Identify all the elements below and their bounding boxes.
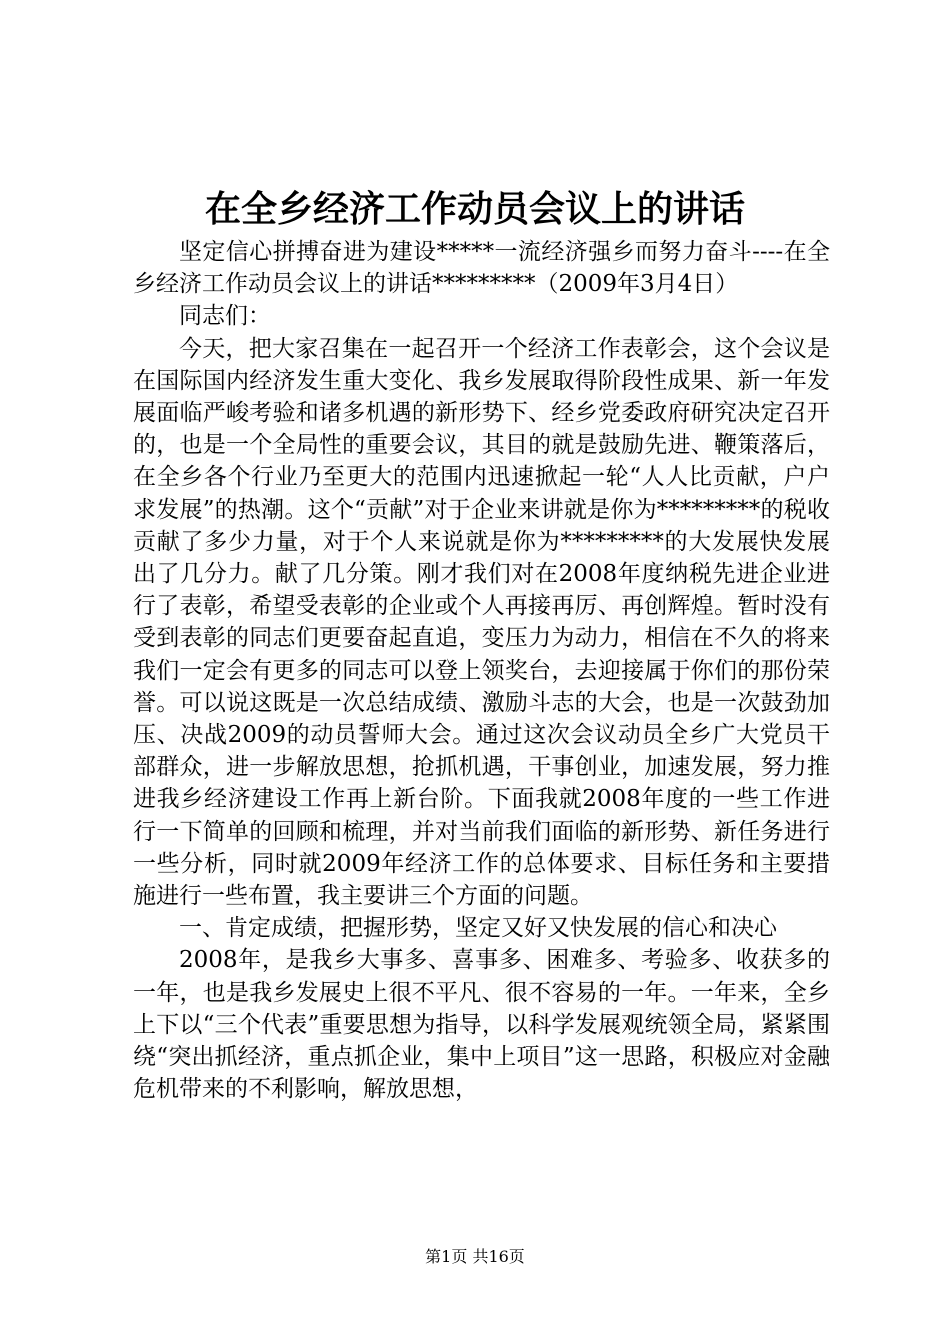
page-number-footer: 第1页 共16页 [425,1247,525,1266]
document-title: 在全乡经济工作动员会议上的讲话 [204,188,745,230]
subtitle-paragraph: 坚定信心拼搏奋进为建设*****一流经济强乡而努力奋斗----在全乡经济工作动员会议上的讲话*********（2009年3月4日） [133,239,830,298]
salutation-paragraph: 同志们： [179,303,271,330]
body-paragraph: 今天，把大家召集在一起召开一个经济工作表彰会，这个会议是在国际国内经济发生重大变化、我乡发展取得阶段性成果、新一年发展面临严峻考验和诸多机遇的新形势下、经乡党委政府研究决定召开的，也是一个全局性的重要会议，其目的就是鼓励先进、鞭策落后，在全乡各个行业乃至更大的范围内迅速掀起一轮“人人比贡献，户户求发展”的热潮。这个“贡献”对于企业来讲就是你为*********的税收贡献了多少力量，对于个人来说就是你为*********的大发展快发展出了几分力。献了几分策。刚才我们对在2008年度纳税先进企业进行了表彰，希望受表彰的企业或个人再接再厉、再创辉煌。暂时没有受到表彰的同志们更要奋起直追，变压力为动力，相信在不久的将来我们一定会有更多的同志可以登上领奖台，去迎接属于你们的那份荣誉。可以说这既是一次总结成绩、激励斗志的大会，也是一次鼓劲加压、决战2009的动员誓师大会。通过这次会议动员全乡广大党员干部群众，进一步解放思想，抢抓机遇，干事创业，加速发展，努力推进我乡经济建设工作再上新台阶。下面我就2008年度的一些工作进行一下简单的回顾和梳理，并对当前我们面临的新形势、新任务进行一些分析，同时就2009年经济工作的总体要求、目标任务和主要措施进行一些布置，我主要讲三个方面的问题。 [133,335,830,910]
section-heading: 一、肯定成绩，把握形势，坚定又好又快发展的信心和决心 [179,915,777,942]
document-body [133,236,830,1105]
body-paragraph: 2008年，是我乡大事多、喜事多、困难多、考验多、收获多的一年，也是我乡发展史上很不平凡、很不容易的一年。一年来，全乡上下以“三个代表”重要思想为指导，以科学发展观统领全局，紧紧围绕“突出抓经济，重点抓企业，集中上项目”这一思路，积极应对金融危机带来的不利影响，解放思想， [133,947,830,1103]
